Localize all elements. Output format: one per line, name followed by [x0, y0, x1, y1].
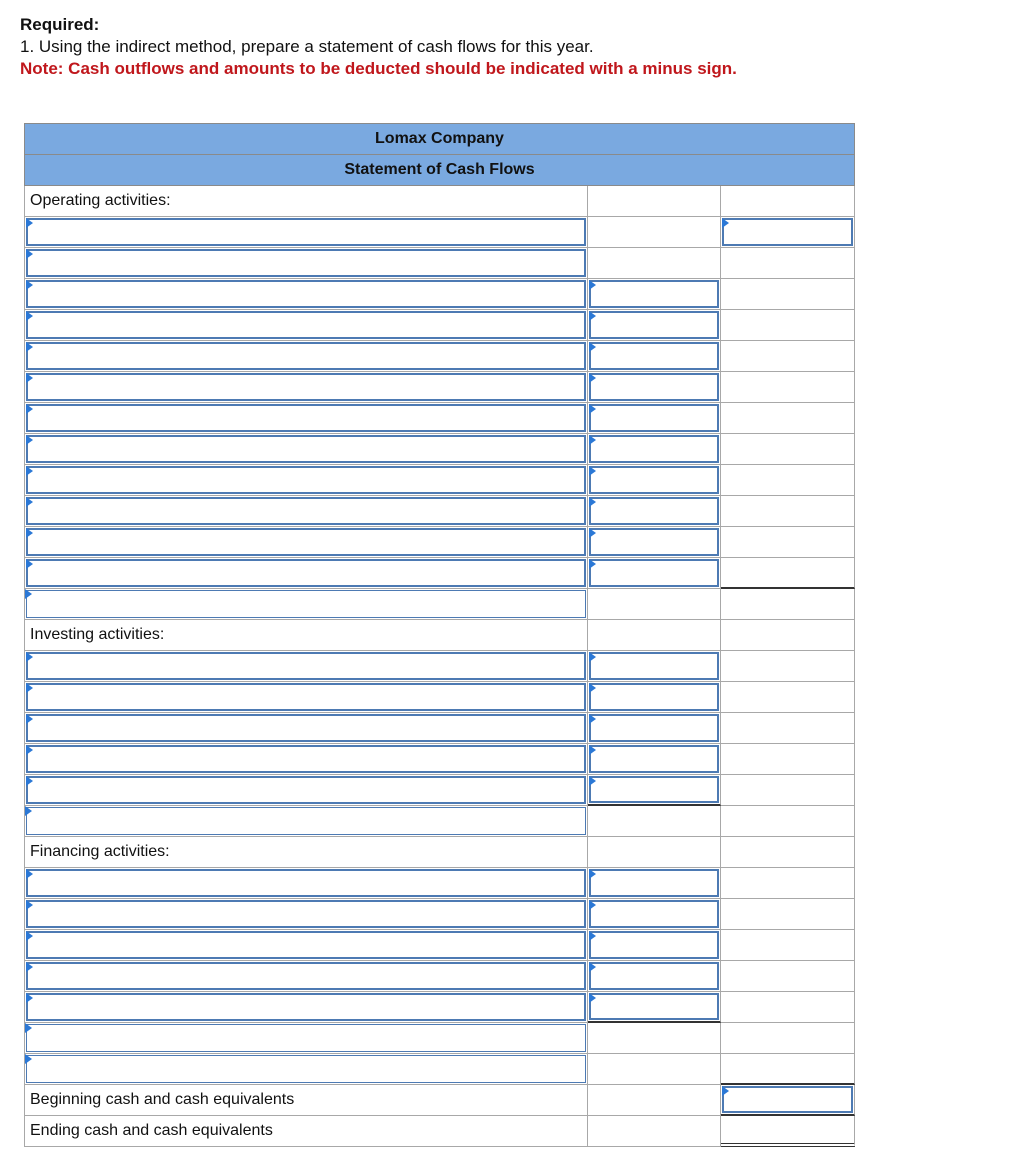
adjustment-label-input[interactable] — [26, 311, 586, 339]
investing-label-input[interactable] — [26, 714, 586, 742]
ending-cash-row — [24, 1116, 855, 1147]
cash-flow-statement — [24, 123, 855, 1147]
investing-label-input[interactable] — [26, 683, 586, 711]
adjustment-label-input[interactable] — [26, 435, 586, 463]
investing-activities-label: Investing activities: — [24, 620, 588, 651]
beginning-cash-input[interactable] — [722, 1086, 853, 1113]
adjustment-label-input[interactable] — [26, 373, 586, 401]
investing-amount-input[interactable] — [589, 714, 719, 742]
operating-header-row — [24, 186, 855, 217]
financing-amount-input[interactable] — [589, 900, 719, 928]
financing-amount-input[interactable] — [589, 869, 719, 897]
adjustment-label-input[interactable] — [26, 559, 586, 587]
operating-adjustment-row — [24, 341, 855, 372]
financing-row — [24, 961, 855, 992]
operating-adjustment-row — [24, 403, 855, 434]
operating-row — [24, 217, 855, 248]
adjustment-label-input[interactable] — [26, 528, 586, 556]
operating-label-input[interactable] — [26, 249, 586, 277]
requirement-1: 1. Using the indirect method, prepare a statement of cash flows for this year. — [20, 37, 594, 56]
operating-adjustment-row — [24, 279, 855, 310]
adjustment-amount-input[interactable] — [589, 559, 719, 587]
financing-header-row — [24, 837, 855, 868]
adjustment-amount-input[interactable] — [589, 435, 719, 463]
investing-label-input[interactable] — [26, 776, 586, 804]
investing-header-row — [24, 620, 855, 651]
investing-amount-input[interactable] — [589, 652, 719, 680]
operating-adjustment-row — [24, 558, 855, 589]
investing-label-input[interactable] — [26, 745, 586, 773]
investing-row — [24, 682, 855, 713]
investing-row — [24, 744, 855, 775]
financing-amount-input[interactable] — [589, 962, 719, 990]
adjustment-amount-input[interactable] — [589, 466, 719, 494]
investing-row — [24, 713, 855, 744]
investing-row — [24, 775, 855, 806]
operating-adjustment-row — [24, 496, 855, 527]
operating-adjustment-row — [24, 310, 855, 341]
ending-cash-label: Ending cash and cash equivalents — [24, 1116, 588, 1147]
financing-label-input[interactable] — [26, 962, 586, 990]
operating-total-row — [24, 589, 855, 620]
statement-title: Statement of Cash Flows — [24, 154, 855, 186]
financing-row — [24, 899, 855, 930]
operating-total-label-input[interactable] — [26, 590, 586, 618]
adjustment-label-input[interactable] — [26, 280, 586, 308]
net-change-label-input[interactable] — [26, 1055, 586, 1083]
required-title: Required: — [20, 15, 100, 34]
financing-total-label-input[interactable] — [26, 1024, 586, 1052]
financing-label-input[interactable] — [26, 993, 586, 1021]
adjustment-amount-input[interactable] — [589, 528, 719, 556]
investing-amount-input[interactable] — [589, 683, 719, 711]
adjustment-amount-input[interactable] — [589, 280, 719, 308]
investing-amount-input[interactable] — [589, 745, 719, 773]
adjustment-label-input[interactable] — [26, 342, 586, 370]
beginning-cash-label: Beginning cash and cash equivalents — [24, 1085, 588, 1116]
adjustment-label-input[interactable] — [26, 466, 586, 494]
adjustment-amount-input[interactable] — [589, 373, 719, 401]
adjustment-amount-input[interactable] — [589, 311, 719, 339]
minus-sign-note: Note: Cash outflows and amounts to be deducted should be indicated with a minus sign. — [20, 59, 737, 78]
adjustment-label-input[interactable] — [26, 404, 586, 432]
instructions — [20, 14, 1000, 80]
operating-adjustment-row — [24, 372, 855, 403]
financing-activities-label: Financing activities: — [24, 837, 588, 868]
financing-row — [24, 992, 855, 1023]
operating-adjustment-row — [24, 434, 855, 465]
financing-label-input[interactable] — [26, 869, 586, 897]
investing-total-row — [24, 806, 855, 837]
operating-row — [24, 248, 855, 279]
adjustment-amount-input[interactable] — [589, 404, 719, 432]
financing-row — [24, 868, 855, 899]
operating-adjustment-row — [24, 465, 855, 496]
adjustment-amount-input[interactable] — [589, 497, 719, 525]
ending-cash-total — [721, 1116, 855, 1147]
operating-label-input[interactable] — [26, 218, 586, 246]
financing-amount-input[interactable] — [589, 931, 719, 959]
operating-activities-label: Operating activities: — [24, 186, 588, 217]
beginning-cash-row — [24, 1085, 855, 1116]
net-change-row — [24, 1054, 855, 1085]
operating-adjustment-row — [24, 527, 855, 558]
investing-label-input[interactable] — [26, 652, 586, 680]
financing-label-input[interactable] — [26, 931, 586, 959]
investing-total-label-input[interactable] — [26, 807, 586, 835]
company-name: Lomax Company — [24, 123, 855, 154]
financing-row — [24, 930, 855, 961]
adjustment-label-input[interactable] — [26, 497, 586, 525]
investing-row — [24, 651, 855, 682]
financing-amount-input[interactable] — [589, 993, 719, 1020]
investing-amount-input[interactable] — [589, 776, 719, 803]
financing-total-row — [24, 1023, 855, 1054]
net-income-amount-input[interactable] — [722, 218, 853, 246]
financing-label-input[interactable] — [26, 900, 586, 928]
adjustment-amount-input[interactable] — [589, 342, 719, 370]
